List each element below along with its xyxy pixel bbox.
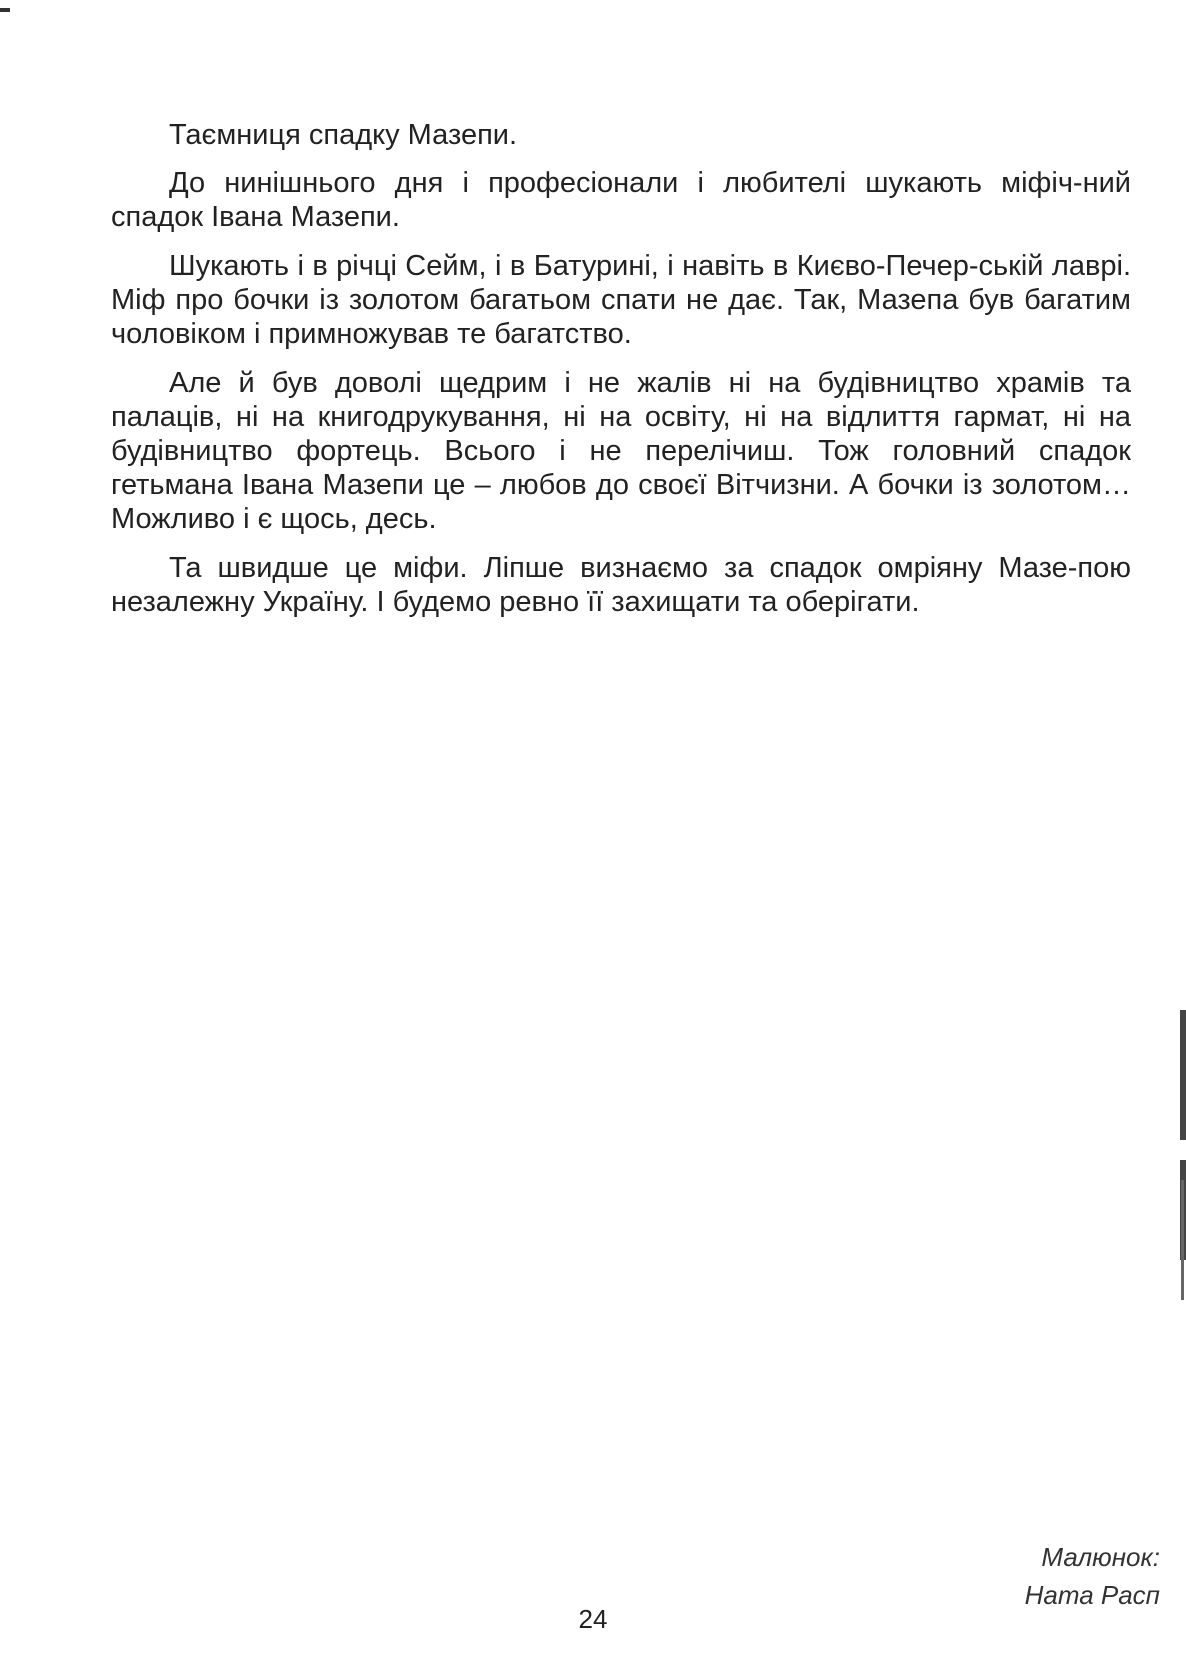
paragraph-1: До нинішнього дня і професіонали і любителі шукають міфіч-ний спадок Івана Мазепи. — [111, 167, 1131, 233]
paragraph-4: Та швидше це міфи. Ліпше визнаємо за спадок омріяну Мазе-пою незалежну Україну. І будемо ревно її захищати та оберігати. — [111, 552, 1131, 618]
page-number: 24 — [578, 1604, 608, 1634]
scan-edge — [1181, 1180, 1184, 1300]
illustration-credit — [1025, 1538, 1160, 1614]
caption-author: Ната Расп — [1024, 1580, 1160, 1610]
paragraph-2: Шукають і в річці Сейм, і в Батурині, і навіть в Києво-Печер-ській лаврі. Міф про бочки із золотом багатьом спати не дає. Так, Мазепа був багатим чоловіком і примножував те багатство. — [111, 250, 1131, 350]
caption-label: Малюнок: — [1041, 1542, 1160, 1572]
scan-artifact — [0, 8, 10, 12]
article — [111, 118, 1131, 634]
paragraph-3: Але й був доволі щедрим і не жалів ні на будівництво храмів та палаців, ні на книгодрукування, ні на освіту, ні на відлиття гармат, ні на будівництво фортець. Всього і не перелічиш. Тож головний спадок гетьмана Івана Мазепи це – любов до своєї Вітчизни. А бочки із золотом… Можливо і є щось, десь. — [111, 367, 1131, 535]
scan-edge — [1180, 1010, 1186, 1140]
article-title: Таємниця спадку Мазепи. — [169, 119, 518, 151]
